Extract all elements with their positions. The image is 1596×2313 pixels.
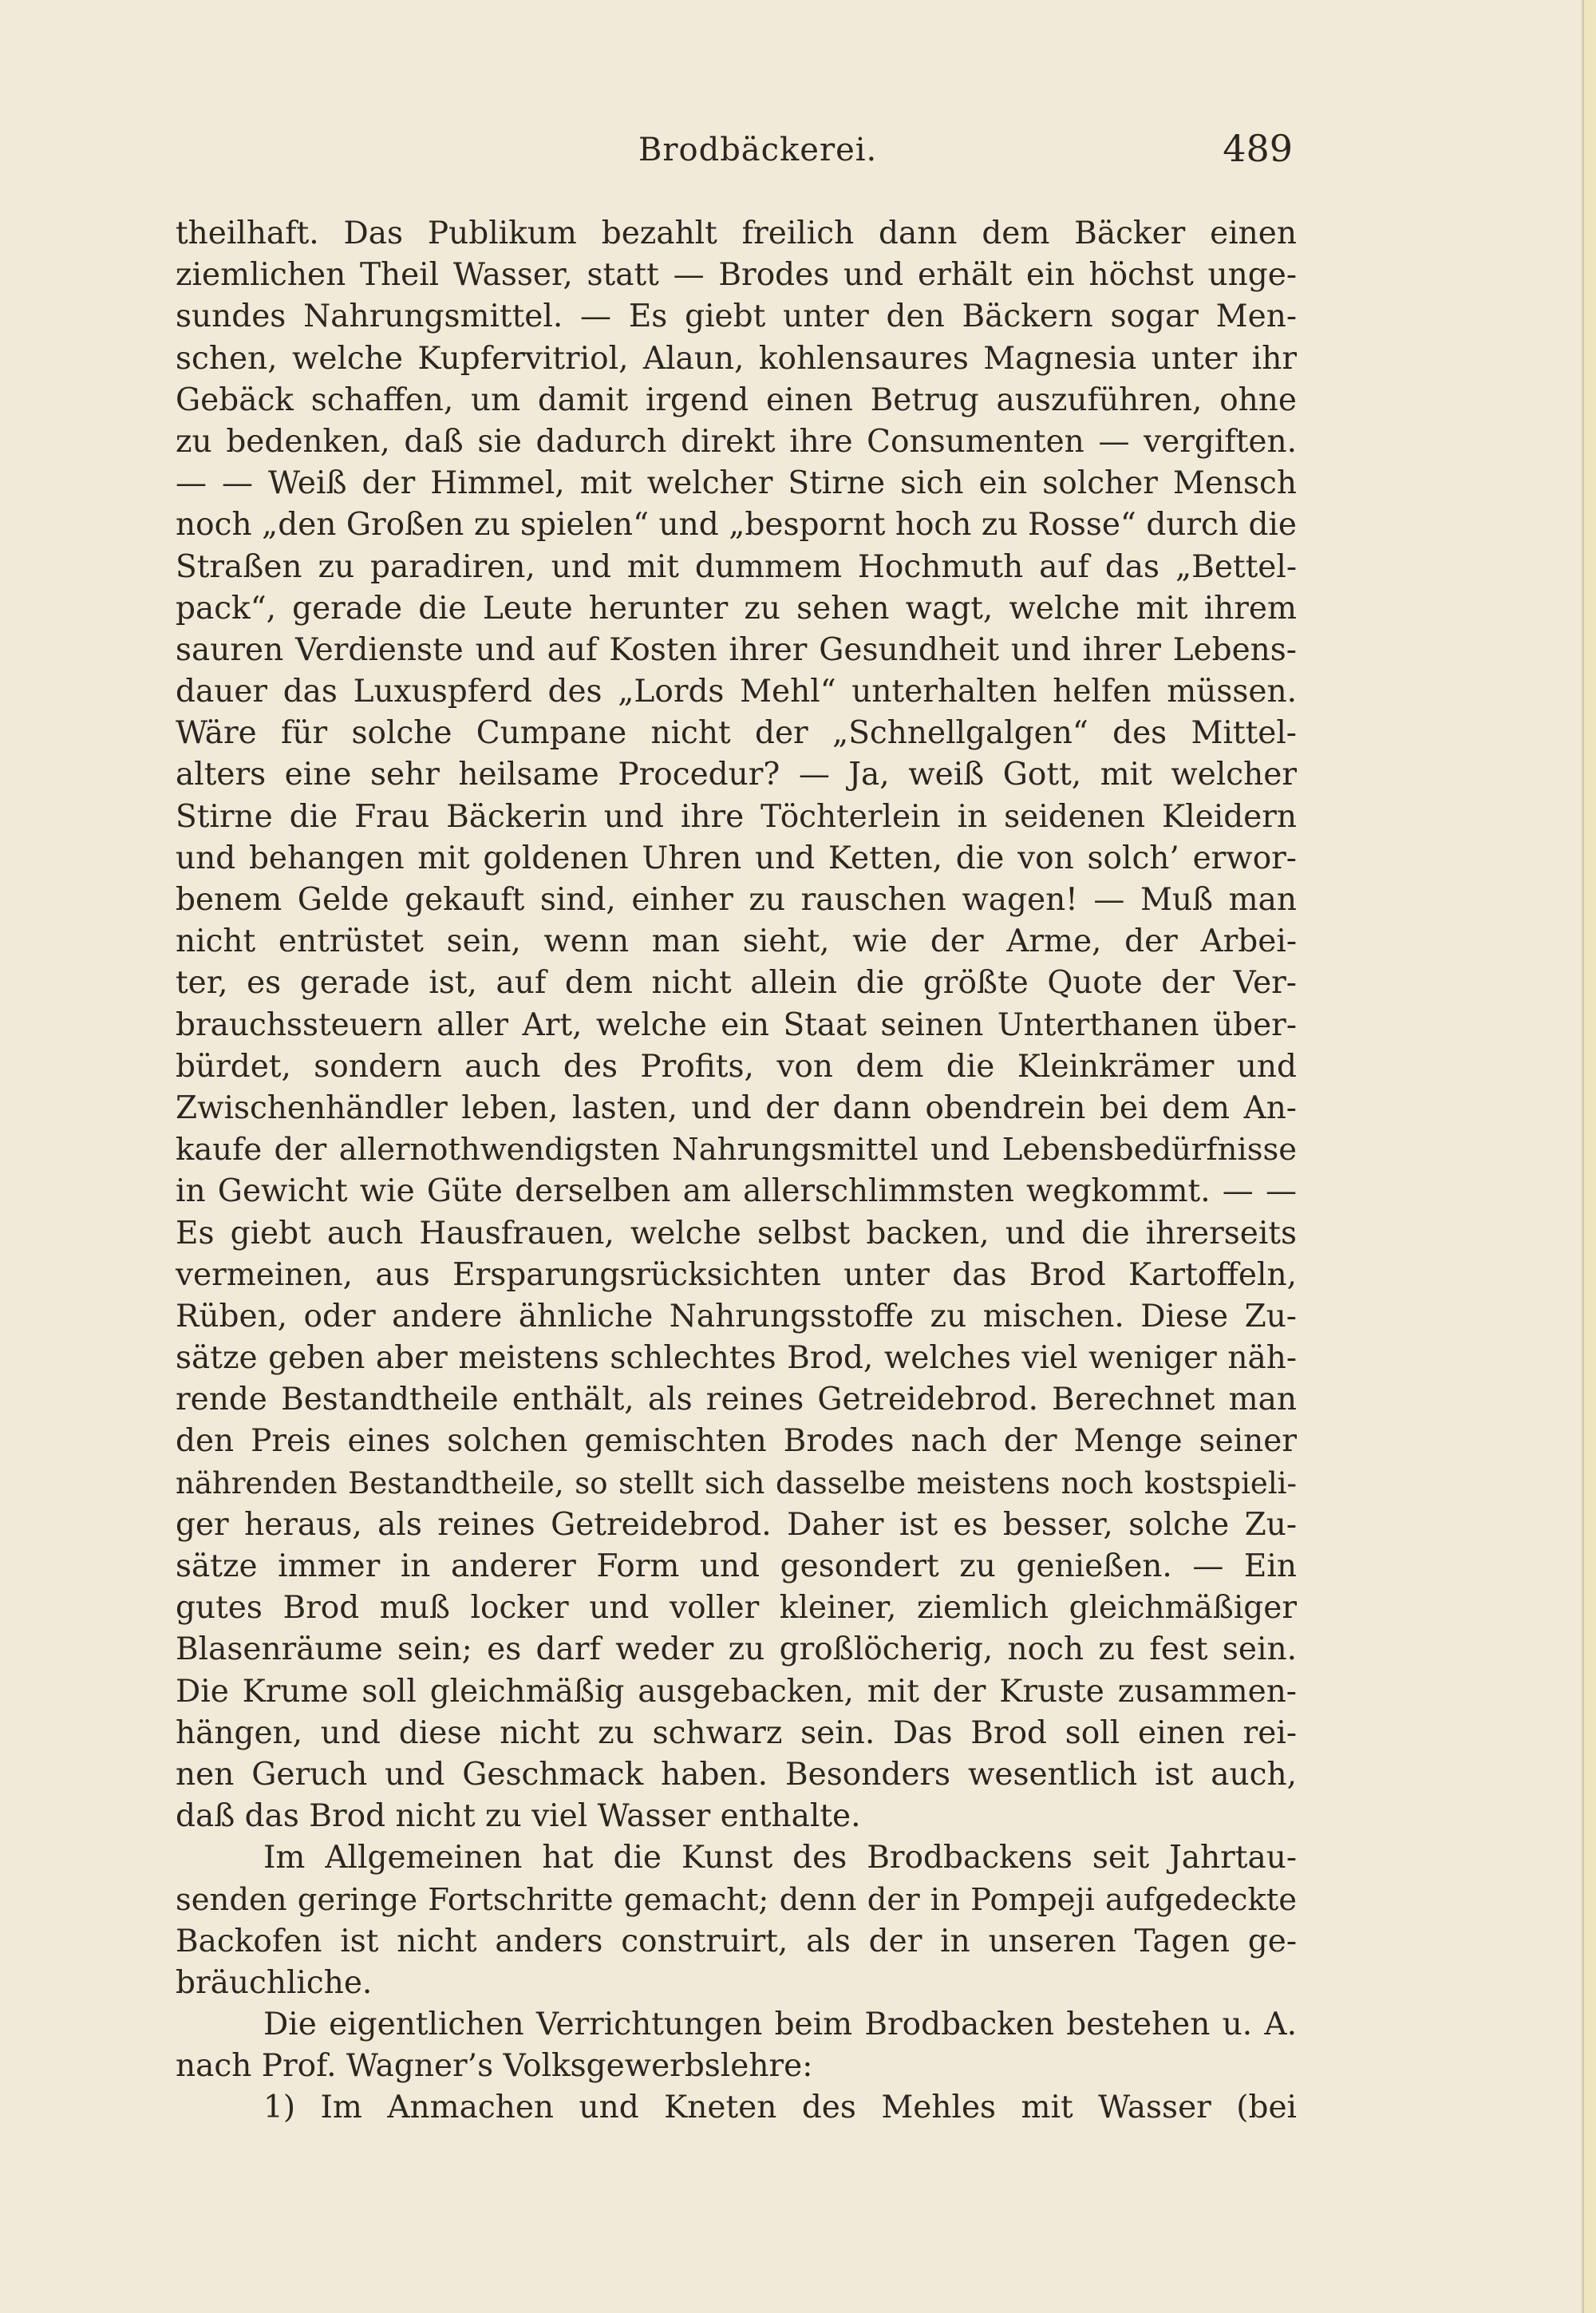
text-line: Rüben, oder andere ähnliche Nahrungsstoffe zu mischen. Diese Zu- [176, 1298, 1297, 1334]
text-line: nicht entrüstet sein, wenn man sieht, wie der Arme, der Arbei- [176, 923, 1297, 960]
text-line: senden geringe Fortschritte gemacht; denn der in Pompeji aufgedeckte [176, 1881, 1297, 1918]
text-line: Die eigentlichen Verrichtungen beim Brodbacken bestehen u. A. [263, 2007, 1297, 2043]
text-line: nen Geruch und Geschmack haben. Besonders wesentlich ist auch, [176, 1756, 1297, 1793]
text-line: sätze immer in anderer Form und gesondert zu genießen. — Ein [176, 1548, 1297, 1584]
text-line: bräuchliche. [176, 1964, 373, 2001]
text-line: dauer das Luxuspferd des „Lords Mehl“ unterhalten helfen müssen. [176, 674, 1297, 710]
page-number: 489 [1223, 127, 1293, 170]
text-line: pack“, gerade die Leute herunter zu sehen wagt, welche mit ihrem [176, 590, 1297, 627]
text-line: rende Bestandtheile enthält, als reines Getreidebrod. Berechnet man [176, 1382, 1297, 1418]
text-line: gutes Brod muß locker und voller kleiner, ziemlich gleichmäßiger [176, 1590, 1297, 1627]
text-line: schen, welche Kupfervitriol, Alaun, kohlensaures Magnesia unter ihr [176, 340, 1297, 377]
text-line: Straßen zu paradiren, und mit dummem Hochmuth auf das „Bettel- [176, 548, 1297, 585]
text-line: hängen, und diese nicht zu schwarz sein. Das Brod soll einen rei- [176, 1714, 1297, 1751]
text-line: zu bedenken, daß sie dadurch direkt ihre Consumenten — vergiften. [176, 423, 1297, 460]
text-line: ter, es gerade ist, auf dem nicht allein die größte Quote der Ver- [176, 965, 1297, 1002]
text-line: nach Prof. Wagner’s Volksgewerbslehre: [176, 2048, 813, 2085]
text-line: brauchssteuern aller Art, welche ein Staat seinen Unterthanen über- [176, 1006, 1297, 1043]
text-line: — — Weiß der Himmel, mit welcher Stirne sich ein solcher Mensch [176, 465, 1297, 502]
text-line: alters eine sehr heilsame Procedur? — Ja, weiß Gott, mit welcher [176, 757, 1297, 793]
text-line: ziemlichen Theil Wasser, statt — Brodes und erhält ein höchst unge- [176, 257, 1297, 294]
running-title: Brodbäckerei. [638, 132, 878, 168]
text-line: den Preis eines solchen gemischten Brodes nach der Menge seiner [176, 1423, 1297, 1460]
text-line: bürdet, sondern auch des Profits, von dem die Kleinkrämer und [176, 1048, 1297, 1085]
text-line: sauren Verdienste und auf Kosten ihrer Gesundheit und ihrer Lebens- [176, 631, 1297, 668]
text-line: kaufe der allernothwendigsten Nahrungsmittel und Lebensbedürfnisse [176, 1132, 1297, 1168]
body-text [176, 213, 1297, 2129]
text-line: theilhaft. Das Publikum bezahlt freilich dann dem Bäcker einen [176, 215, 1297, 251]
text-line: vermeinen, aus Ersparungsrücksichten unter das Brod Kartoffeln, [176, 1256, 1297, 1293]
page-header [176, 124, 1293, 180]
text-line: Blasenräume sein; es darf weder zu großlöcherig, noch zu fest sein. [176, 1631, 1297, 1668]
text-line: Wäre für solche Cumpane nicht der „Schnellgalgen“ des Mittel- [176, 715, 1297, 752]
text-line: sundes Nahrungsmittel. — Es giebt unter den Bäckern sogar Men- [176, 299, 1297, 335]
text-line: Es giebt auch Hausfrauen, welche selbst backen, und die ihrerseits [176, 1215, 1297, 1251]
text-line: und behangen mit goldenen Uhren und Ketten, die von solch’ erwor- [176, 840, 1297, 876]
text-line: noch „den Großen zu spielen“ und „bespornt hoch zu Rosse“ durch die [176, 507, 1297, 544]
text-line: Zwischenhändler leben, lasten, und der dann obendrein bei dem An- [176, 1089, 1297, 1126]
text-line: Im Allgemeinen hat die Kunst des Brodbackens seit Jahrtau- [263, 1840, 1297, 1876]
text-line: 1) Im Anmachen und Kneten des Mehles mit Wasser (bei [263, 2090, 1297, 2126]
text-line: Backofen ist nicht anders construirt, als der in unseren Tagen ge- [176, 1923, 1297, 1959]
text-line: nährenden Bestandtheile, so stellt sich dasselbe meistens noch kostspieli- [176, 1465, 1297, 1500]
text-line: in Gewicht wie Güte derselben am allerschlimmsten wegkommt. — — [176, 1173, 1297, 1210]
text-line: ger heraus, als reines Getreidebrod. Daher ist es besser, solche Zu- [176, 1506, 1297, 1543]
text-line: Stirne die Frau Bäckerin und ihre Töchterlein in seidenen Kleidern [176, 798, 1297, 835]
text-line: benem Gelde gekauft sind, einher zu rauschen wagen! — Muß man [176, 882, 1297, 918]
text-line: daß das Brod nicht zu viel Wasser enthalte. [176, 1798, 861, 1835]
text-line: sätze geben aber meistens schlechtes Brod, welches viel weniger näh- [176, 1340, 1297, 1377]
text-line: Die Krume soll gleichmäßig ausgebacken, mit der Kruste zusammen- [176, 1673, 1297, 1710]
text-line: Gebäck schaffen, um damit irgend einen Betrug auszuführen, ohne [176, 382, 1297, 418]
page-edge [1583, 0, 1596, 2313]
